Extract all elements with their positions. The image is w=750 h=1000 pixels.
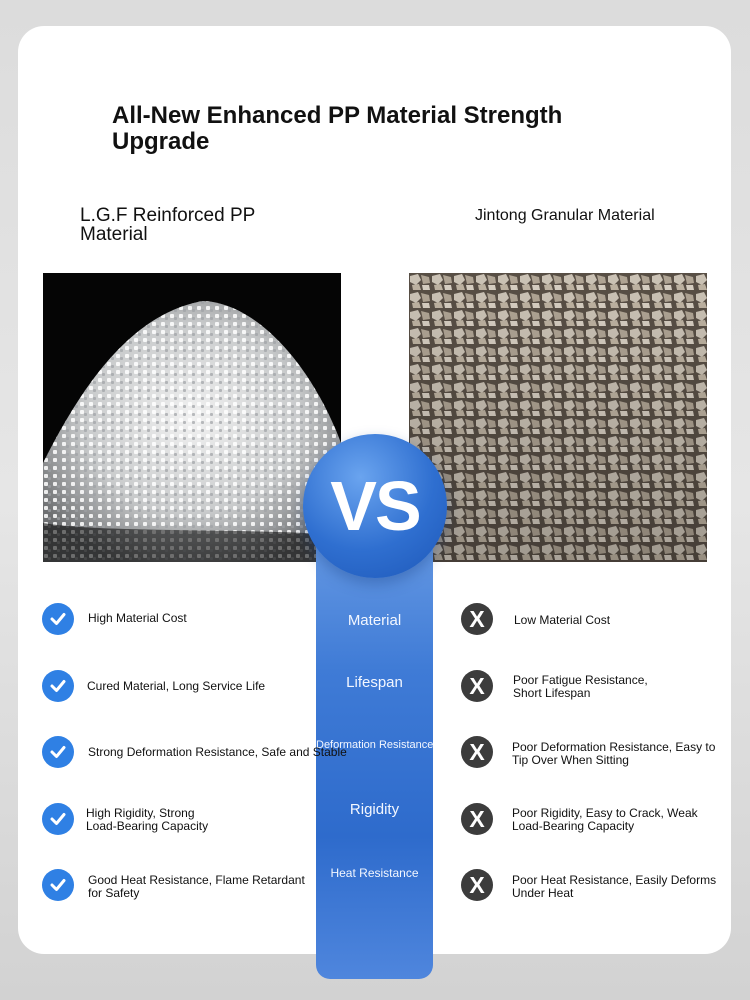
granular-material-image xyxy=(409,273,707,562)
left-item-heat: Good Heat Resistance, Flame Retardant for Safety xyxy=(88,873,305,900)
x-circle-icon: X xyxy=(461,803,493,835)
right-item-deformation: Poor Deformation Resistance, Easy to Tip Over When Sitting xyxy=(512,740,716,767)
check-circle-icon xyxy=(42,869,74,901)
x-circle-icon: X xyxy=(461,869,493,901)
check-circle-icon xyxy=(42,670,74,702)
category-lifespan: Lifespan xyxy=(346,674,403,691)
check-circle-icon xyxy=(42,603,74,635)
right-item-rigidity: Poor Rigidity, Easy to Crack, Weak Load-Bearing Capacity xyxy=(512,806,698,833)
left-item-rigidity: High Rigidity, Strong Load-Bearing Capacity xyxy=(86,806,209,833)
right-item-lifespan: Poor Fatigue Resistance, Short Lifespan xyxy=(513,673,648,700)
right-item-material: Low Material Cost xyxy=(514,613,611,627)
category-material: Material xyxy=(347,612,402,629)
left-item-material: High Material Cost xyxy=(88,611,187,625)
x-circle-icon: X xyxy=(461,736,493,768)
left-item-deformation: Strong Deformation Resistance, Safe and Stable xyxy=(88,745,347,759)
x-circle-icon: X xyxy=(461,670,493,702)
right-item-heat: Poor Heat Resistance, Easily Deforms Under Heat xyxy=(512,873,717,900)
x-circle-icon: X xyxy=(461,603,493,635)
category-rigidity: Rigidity xyxy=(349,801,400,818)
right-material-heading: Jintong Granular Material xyxy=(475,207,655,224)
pp-pellets-image xyxy=(43,273,341,562)
category-deformation-resistance: Deformation Resistance xyxy=(316,739,433,751)
check-circle-icon xyxy=(42,803,74,835)
page-title: All-New Enhanced PP Material Strength Upgrade xyxy=(112,102,563,155)
vs-badge: VS xyxy=(303,434,447,578)
category-heat-resistance: Heat Resistance xyxy=(330,866,419,880)
left-item-lifespan: Cured Material, Long Service Life xyxy=(87,679,266,693)
check-circle-icon xyxy=(42,736,74,768)
left-material-heading: L.G.F Reinforced PP Material xyxy=(80,205,255,245)
